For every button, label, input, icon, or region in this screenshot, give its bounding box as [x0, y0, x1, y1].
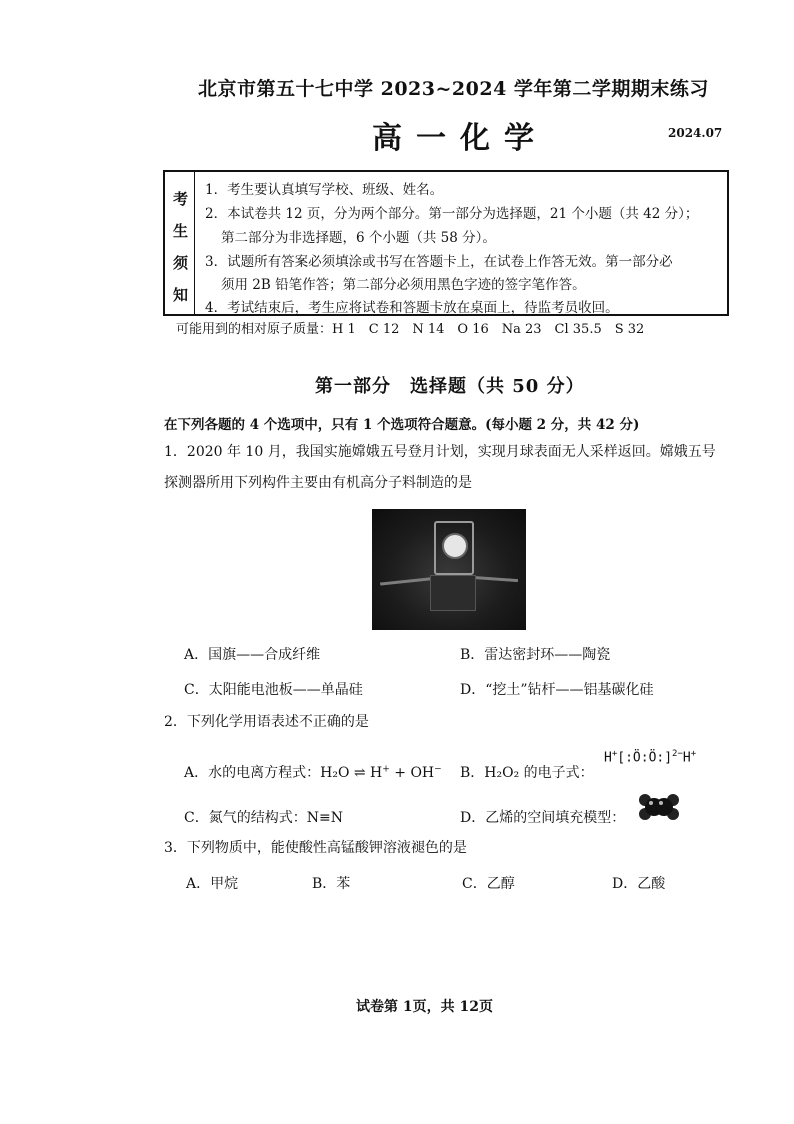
q1-option-d: D．“挖土”钻杆——铝基碳化硅: [460, 682, 654, 698]
page-footer: 试卷第 1页，共 12页: [356, 999, 493, 1015]
h2o2-bracket-close: ]: [664, 750, 673, 766]
q3-stem: 3．下列物质中，能使酸性高锰酸钾溶液褪色的是: [164, 840, 467, 856]
h2o2-h-right-charge: +: [690, 749, 697, 759]
atomic-masses: 可能用到的相对原子质量：H 1 C 12 N 14 O 16 Na 23 Cl 35.5 S 32: [176, 322, 645, 337]
q2-stem: 2．下列化学用语表述不正确的是: [164, 714, 369, 730]
ethylene-space-filling-model-icon: [636, 790, 682, 824]
notice-box: [163, 170, 729, 316]
section-instruction: 在下列各题的 4 个选项中，只有 1 个选项符合题意。(每小题 2 分，共 42 分): [164, 417, 640, 433]
notice-item: 1．考生要认真填写学校、班级、姓名。: [205, 182, 444, 198]
q2-option-c: C．氮气的结构式：N≡N: [184, 810, 343, 826]
q3-option-b: B．苯: [312, 876, 351, 892]
q1-stem-line2: 探测器所用下列构件主要由有机高分子料制造的是: [164, 475, 472, 491]
notice-label-char: 知: [173, 286, 189, 304]
q3-option-a: A．甲烷: [186, 876, 239, 892]
section-title: 第一部分 选择题（共 50 分）: [315, 376, 585, 397]
notice-item: 4．考试结束后，考生应将试卷和答题卡放在桌面上，待监考员收回。: [205, 300, 619, 316]
h2o2-h-right: H: [682, 750, 691, 766]
q2-option-a: [184, 762, 442, 782]
notice-item: 3．试题所有答案必须填涂或书写在答题卡上，在试卷上作答无效。第一部分必: [205, 254, 673, 270]
q2-a-prefix: A．水的电离方程式：: [184, 765, 321, 781]
h2o2-charge: 2−: [672, 749, 683, 759]
q2-a-eq-minus: −: [434, 764, 442, 775]
notice-label-char: 生: [173, 222, 189, 240]
q2-a-eq-mid: + OH: [389, 765, 435, 781]
q2-a-eq-h2o: H₂O ⇌ H: [320, 765, 383, 781]
h2o2-electron-formula: [604, 749, 696, 765]
exam-title: 北京市第五十七中学 2023~2024 学年第二学期期末练习: [198, 78, 709, 100]
h2o2-bracket-open: [: [617, 750, 626, 766]
q2-option-d: D．乙烯的空间填充模型：: [460, 810, 626, 826]
q1-option-c: C．太阳能电池板——单晶硅: [184, 682, 363, 698]
q1-option-b: B．雷达密封环——陶瓷: [460, 647, 611, 663]
radar-disk: [442, 533, 468, 559]
h2o2-oxygen-1: :Ö:: [625, 750, 649, 766]
q2-option-b-label: B．H₂O₂ 的电子式：: [460, 765, 594, 781]
q2-a-eq-plus: +: [382, 764, 390, 775]
q1-stem-line1: 1．2020 年 10 月，我国实施嫦娥五号登月计划，实现月球表面无人采样返回。嫦娥五号: [164, 444, 716, 460]
notice-item: 2．本试卷共 12 页，分为两个部分。第一部分为选择题，21 个小题（共 42 分）；: [205, 206, 699, 222]
h2o2-oxygen-2: Ö:: [648, 750, 665, 766]
h2o2-h-left-charge: +: [611, 749, 618, 759]
q3-option-d: D．乙酸: [612, 876, 666, 892]
subject-title: 高一化学: [372, 121, 548, 156]
notice-label-char: 须: [173, 254, 189, 272]
q3-option-c: C．乙醇: [462, 876, 515, 892]
q1-option-a: A．国旗——合成纤维: [184, 647, 321, 663]
h2o2-h-left: H: [604, 750, 612, 766]
exam-date: 2024.07: [668, 126, 723, 140]
notice-item: 须用 2B 铅笔作答；第二部分必须用黑色字迹的签字笔作答。: [221, 277, 586, 293]
probe-body: [430, 575, 476, 611]
notice-label: [165, 172, 195, 314]
change5-probe-photo: [372, 509, 526, 630]
notice-label-char: 考: [173, 190, 189, 208]
notice-item: 第二部分为非选择题，6 个小题（共 58 分）。: [221, 230, 496, 246]
